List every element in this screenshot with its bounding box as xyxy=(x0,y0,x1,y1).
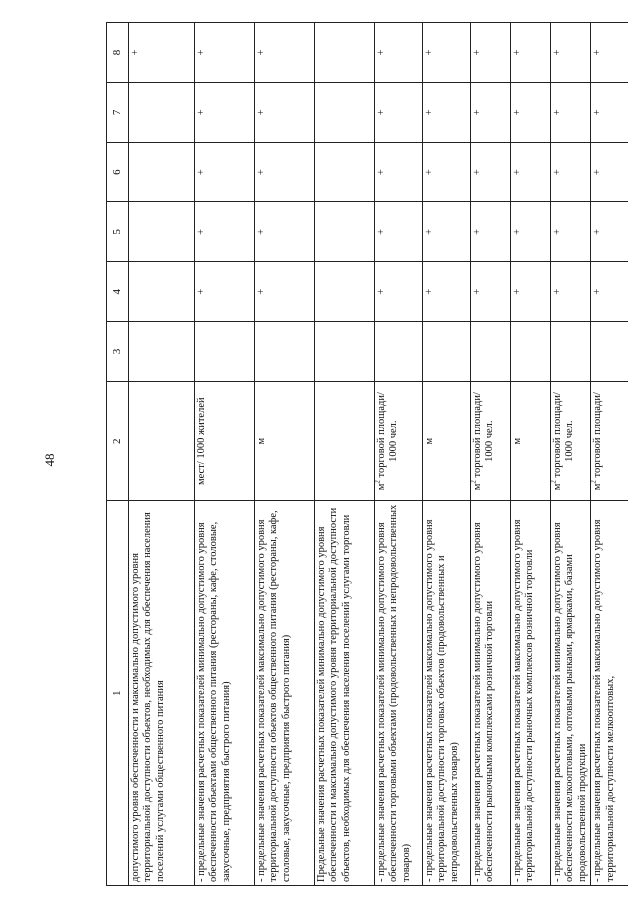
row-mark-c5: + xyxy=(375,202,423,262)
unit-text: торговой площади/ 1000 чел. xyxy=(376,392,400,481)
row-mark-c5: + xyxy=(471,202,511,262)
row-mark-c6: + xyxy=(375,142,423,202)
row-mark-c6 xyxy=(129,142,195,202)
table-row xyxy=(511,23,551,886)
row-mark-c7 xyxy=(129,82,195,142)
row-mark-c3 xyxy=(551,322,591,382)
table-row xyxy=(551,23,591,886)
col-header: 4 xyxy=(107,262,129,322)
row-description: допустимого уровня обеспеченности и максимально допустимого уровня территориальной доступности объектов, необходимых для обеспечения населения поселений услугами общественного питания xyxy=(129,501,195,886)
row-description: - предельные значения расчетных показателей максимально допустимого уровня территориальной доступности рыночных комплексов розничной торговли xyxy=(511,501,551,886)
row-mark-c5: + xyxy=(423,202,471,262)
unit-superscript: 2 xyxy=(549,480,558,484)
row-mark-c6: + xyxy=(591,142,628,202)
unit-superscript: 2 xyxy=(373,480,382,484)
row-mark-c5 xyxy=(129,202,195,262)
row-mark-c3 xyxy=(423,322,471,382)
table-row xyxy=(375,23,423,886)
row-unit xyxy=(315,381,375,501)
row-mark-c6 xyxy=(315,142,375,202)
table-row xyxy=(255,23,315,886)
unit-prefix: м xyxy=(472,483,483,491)
col-header: 5 xyxy=(107,202,129,262)
row-mark-c4: + xyxy=(423,262,471,322)
row-mark-c8 xyxy=(315,23,375,83)
row-mark-c7: + xyxy=(511,82,551,142)
unit-superscript: 2 xyxy=(469,480,478,484)
row-mark-c4: + xyxy=(375,262,423,322)
row-unit xyxy=(591,381,628,501)
row-mark-c3 xyxy=(129,322,195,382)
col-header: 8 xyxy=(107,23,129,83)
row-description: - предельные значения расчетных показателей минимально допустимого уровня обеспеченности рыночными комплексами розничной торговли xyxy=(471,501,511,886)
row-unit xyxy=(471,381,511,501)
row-mark-c6: + xyxy=(255,142,315,202)
row-mark-c5: + xyxy=(255,202,315,262)
unit-prefix: м xyxy=(592,483,604,491)
unit-prefix: м xyxy=(376,483,387,491)
unit-superscript: 2 xyxy=(589,480,598,484)
row-mark-c3 xyxy=(255,322,315,382)
row-mark-c7: + xyxy=(471,82,511,142)
col-header: 7 xyxy=(107,82,129,142)
table-row xyxy=(471,23,511,886)
row-description: Предельные значения расчетных показателей минимально допустимого уровня обеспеченности и максимально допустимого уровня территориальной доступности объектов, необходимых для обеспечения населения поселений услугами торговли xyxy=(315,501,375,886)
row-mark-c8: + xyxy=(195,23,255,83)
row-mark-c5: + xyxy=(551,202,591,262)
row-mark-c8: + xyxy=(129,23,195,83)
row-description: - предельные значения расчетных показателей максимально допустимого уровня территориальной доступности торговых объектов (продовольственных и непродовольственных товаров) xyxy=(423,501,471,886)
row-unit: м xyxy=(255,381,315,501)
row-mark-c3 xyxy=(471,322,511,382)
row-mark-c7: + xyxy=(423,82,471,142)
row-mark-c8: + xyxy=(423,23,471,83)
row-description: - предельные значения расчетных показателей максимально допустимого уровня территориальной доступности объектов общественного питания (рестораны, кафе, столовые, закусочные, предприятия быстрого питания) xyxy=(255,501,315,886)
row-mark-c8: + xyxy=(375,23,423,83)
table-row xyxy=(195,23,255,886)
row-unit xyxy=(129,381,195,501)
row-description: - предельные значения расчетных показателей максимально допустимого уровня территориальной доступности мелкооптовых, xyxy=(591,501,628,886)
row-description: - предельные значения расчетных показателей минимально допустимого уровня обеспеченности объектами общественного питания (рестораны, кафе, столовые, закусочные, предприятия быстрого питания) xyxy=(195,501,255,886)
rotated-table xyxy=(106,22,628,886)
row-mark-c8: + xyxy=(551,23,591,83)
row-unit: м xyxy=(423,381,471,501)
table-row xyxy=(315,23,375,886)
row-mark-c4: + xyxy=(471,262,511,322)
col-header: 3 xyxy=(107,322,129,382)
unit-text: торговой площади/ 1000 чел. xyxy=(472,392,496,481)
row-mark-c5: + xyxy=(511,202,551,262)
row-mark-c7: + xyxy=(551,82,591,142)
col-header: 6 xyxy=(107,142,129,202)
header-row xyxy=(107,23,129,886)
page-number: 48 xyxy=(42,453,57,467)
unit-prefix: м xyxy=(552,483,563,491)
row-mark-c5: + xyxy=(195,202,255,262)
row-mark-c3 xyxy=(591,322,628,382)
row-mark-c7 xyxy=(315,82,375,142)
row-mark-c7: + xyxy=(255,82,315,142)
row-mark-c8: + xyxy=(255,23,315,83)
row-mark-c3 xyxy=(195,322,255,382)
row-mark-c4: + xyxy=(591,262,628,322)
row-mark-c5: + xyxy=(591,202,628,262)
row-mark-c7: + xyxy=(195,82,255,142)
row-description: - предельные значения расчетных показателей минимально допустимого уровня обеспеченности мелкооптовыми, оптовыми рынками, ярмарками, базами продовольственной продукции xyxy=(551,501,591,886)
row-mark-c6: + xyxy=(511,142,551,202)
table-body xyxy=(129,23,629,886)
row-mark-c4: + xyxy=(195,262,255,322)
row-mark-c6: + xyxy=(471,142,511,202)
norms-table xyxy=(106,22,628,886)
row-unit xyxy=(551,381,591,501)
row-mark-c5 xyxy=(315,202,375,262)
row-mark-c3 xyxy=(315,322,375,382)
row-mark-c4 xyxy=(129,262,195,322)
table-row xyxy=(591,23,628,886)
row-mark-c8: + xyxy=(591,23,628,83)
table-container xyxy=(106,22,628,886)
row-mark-c4: + xyxy=(255,262,315,322)
row-mark-c7: + xyxy=(375,82,423,142)
row-mark-c6: + xyxy=(423,142,471,202)
row-mark-c6: + xyxy=(551,142,591,202)
row-unit xyxy=(375,381,423,501)
row-mark-c4 xyxy=(315,262,375,322)
row-mark-c8: + xyxy=(511,23,551,83)
row-mark-c4: + xyxy=(551,262,591,322)
row-mark-c3 xyxy=(375,322,423,382)
col-header: 1 xyxy=(107,501,129,886)
unit-text: торговой площади/ 1000 чел. xyxy=(552,392,576,481)
col-header: 2 xyxy=(107,381,129,501)
row-unit: мест/ 1000 жителей xyxy=(195,381,255,501)
row-mark-c3 xyxy=(511,322,551,382)
row-mark-c8: + xyxy=(471,23,511,83)
row-description: - предельные значения расчетных показателей минимально допустимого уровня обеспеченности торговыми объектами (продовольственных и непродовольственных товаров) xyxy=(375,501,423,886)
row-unit: м xyxy=(511,381,551,501)
unit-text: торговой площади/ xyxy=(592,392,604,481)
row-mark-c4: + xyxy=(511,262,551,322)
table-row xyxy=(423,23,471,886)
row-mark-c7: + xyxy=(591,82,628,142)
row-mark-c6: + xyxy=(195,142,255,202)
table-row xyxy=(129,23,195,886)
